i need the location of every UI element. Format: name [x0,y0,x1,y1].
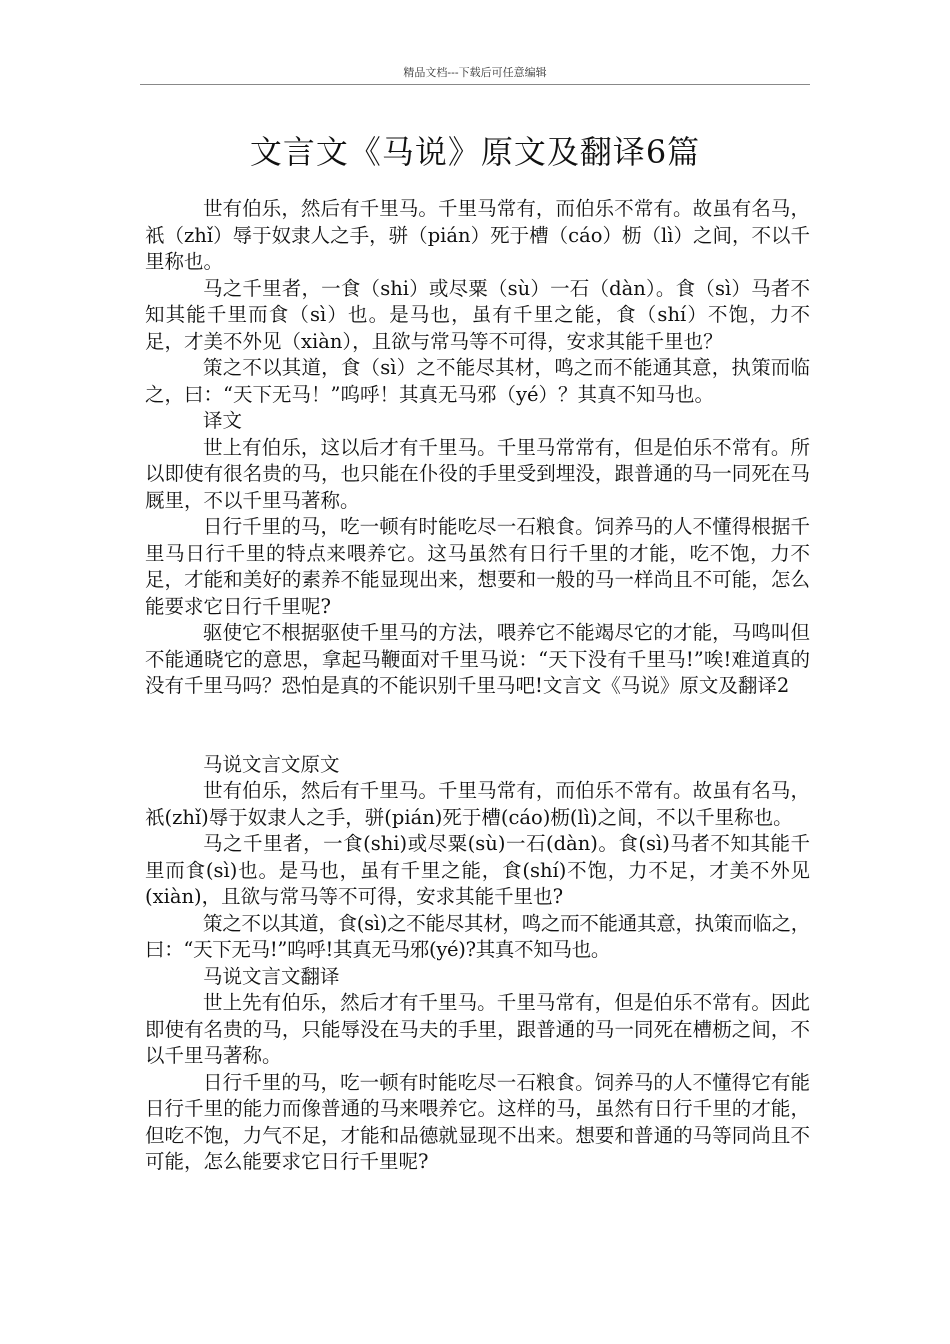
section2-translation-paragraph-2: 日行千里的马，吃一顿有时能吃尽一石粮食。饲养马的人不懂得它有能日行千里的能力而像普通的马来喂养它。这样的马，虽然有日行千里的才能，但吃不饱，力气不足，才能和品德就显现不出来。想要和普通的马等同尚且不可能，怎么能要求它日行千里呢? [145,1070,810,1173]
document-body [145,196,810,1176]
original-paragraph-1: 世有伯乐，然后有千里马。千里马常有，而伯乐不常有。故虽有名马，祇（zhǐ）辱于奴隶人之手，骈（pián）死于槽（cáo）枥（lì）之间，不以千里称也。 [145,197,810,273]
section2-translation-paragraph-1: 世上先有伯乐，然后才有千里马。千里马常有，但是伯乐不常有。因此即使有名贵的马，只能辱没在马夫的手里，跟普通的马一同死在槽枥之间，不以千里马著称。 [145,991,810,1067]
page-title: 文言文《马说》原文及翻译6篇 [249,133,701,171]
translation-paragraph-2: 日行千里的马，吃一顿有时能吃尽一石粮食。饲养马的人不懂得根据千里马日行千里的特点来喂养它。这马虽然有日行千里的才能，吃不饱，力不足，才能和美好的素养不能显现出来，想要和一般的马一样尚且不可能，怎么能要求它日行千里呢? [145,515,810,618]
header-note: 精品文档---下载后可任意编辑 [403,66,547,79]
original-paragraph-3: 策之不以其道，食（sì）之不能尽其材，鸣之而不能通其意，执策而临之，曰：“天下无马！”呜呼！其真无马邪（yé）？其真不知马也。 [145,356,810,406]
header-rule [140,84,810,85]
translation-heading: 译文 [203,409,243,432]
section2-original-paragraph-3: 策之不以其道，食(sì)之不能尽其材，鸣之而不能通其意，执策而临之，曰：“天下无马!”呜呼!其真无马邪(yé)?其真不知马也。 [145,911,810,961]
original-paragraph-2: 马之千里者，一食（shi）或尽粟（sù）一石（dàn）。食（sì）马者不知其能千里而食（sì）也。是马也，虽有千里之能，食（shí）不饱，力不足，才美不外见（xiàn），且欲与常马等不可得，安求其能千里也？ [145,276,810,353]
section2-original-paragraph-2: 马之千里者，一食(shi)或尽粟(sù)一石(dàn)。食(sì)马者不知其能千里而食(sì)也。是马也，虽有千里之能，食(shí)不饱，力不足，才美不外见(xiàn)，且欲与常马等不可得，安求其能千里也? [145,832,810,908]
section2-original-heading: 马说文言文原文 [203,752,340,776]
section2-translation-heading: 马说文言文翻译 [203,964,340,988]
translation-paragraph-3: 驱使它不根据驱使千里马的方法，喂养它不能竭尽它的才能，马鸣叫但不能通晓它的意思，拿起马鞭面对千里马说：“天下没有千里马!”唉!难道真的没有千里马吗？恐怕是真的不能识别千里马吧!文言文《马说》原文及翻译2 [145,621,810,697]
section-gap [145,700,810,752]
translation-paragraph-1: 世上有伯乐，这以后才有千里马。千里马常常有，但是伯乐不常有。所以即使有很名贵的马，也只能在仆役的手里受到埋没，跟普通的马一同死在马厩里，不以千里马著称。 [145,435,810,512]
section2-original-paragraph-1: 世有伯乐，然后有千里马。千里马常有，而伯乐不常有。故虽有名马，祇(zhǐ)辱于奴隶人之手，骈(pián)死于槽(cáo)枥(lì)之间，不以千里称也。 [145,779,810,829]
